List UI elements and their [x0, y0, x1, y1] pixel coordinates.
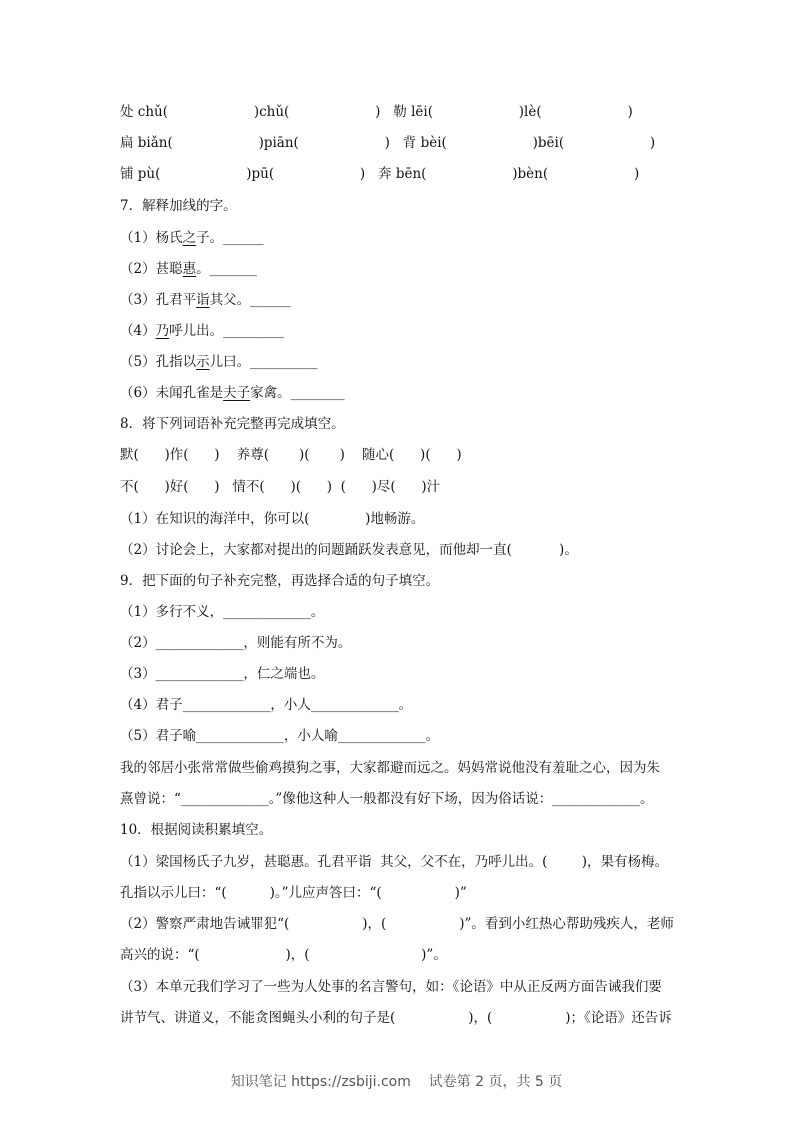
- question-10-heading: 10．根据阅读积累填空。: [120, 822, 273, 838]
- pinyin-row-1: 处 chǔ( )chǔ( ) 勒 lēi( )lè( ): [120, 104, 633, 120]
- q8-words-row-1: 默( )作( ) 养尊( )( ) 随心( )( ): [120, 447, 462, 463]
- q10-item-3-line-2: 讲节气、讲道义，不能贪图蝇头小利的句子是( )，( )；《论语》还告诉: [120, 1010, 672, 1026]
- q10-item-1-line-1: （1）梁国杨氏子九岁，甚聪惠。孔君平诣 其父，父不在，乃呼儿出。( )，果有杨梅。: [120, 854, 669, 870]
- page-footer: 知识笔记 https://zsbiji.com 试卷第 2 页，共 5 页: [230, 1074, 563, 1090]
- q8-words-row-2: 不( )好( ) 情不( )( ) ( )尽( )汁: [120, 479, 441, 495]
- q10-item-2-line-1: （2）警察严肃地告诫罪犯“( )，( )”。看到小红热心帮助残疾人，老师: [120, 916, 674, 932]
- q7-item-5: （5）孔指以示儿曰。__________: [120, 354, 318, 370]
- q7-item-4: （4）乃呼儿出。_________: [120, 323, 284, 339]
- pinyin-row-2: 扁 biǎn( )piān( ) 背 bèi( )bēi( ): [120, 135, 656, 151]
- q10-item-1-line-2: 孔指以示儿曰：“( )。”儿应声答曰：“( )”: [120, 885, 467, 901]
- pinyin-row-3: 铺 pù( )pū( ) 奔 bēn( )bèn( ): [120, 166, 640, 182]
- q9-paragraph-line-2: 熹曾说：“_____________。”像他这种人一般都没有好下场，因为俗话说：_____________。: [120, 791, 654, 807]
- q9-item-4: （4）君子_____________，小人_____________。: [120, 697, 413, 713]
- question-8-heading: 8．将下列词语补充完整再完成填空。: [120, 416, 345, 432]
- q10-item-3-line-1: （3）本单元我们学习了一些为人处事的名言警句，如：《论语》中从正反两方面告诫我们要: [120, 979, 662, 995]
- q7-item-2: （2）甚聪惠。_______: [120, 261, 257, 277]
- q7-item-6: （6）未闻孔雀是夫子家禽。________: [120, 385, 345, 401]
- q9-item-5: （5）君子喻_____________，小人喻_____________。: [120, 728, 440, 744]
- q7-item-1: （1）杨氏之子。______: [120, 230, 264, 246]
- q8-item-2: （2）讨论会上，大家都对提出的问题踊跃发表意见，而他却一直( )。: [120, 542, 578, 558]
- question-9-heading: 9．把下面的句子补充完整，再选择合适的句子填空。: [120, 573, 440, 589]
- q9-paragraph-line-1: 我的邻居小张常常做些偷鸡摸狗之事，大家都避而远之。妈妈常说他没有羞耻之心，因为朱: [120, 760, 660, 776]
- q9-item-3: （3）_____________，仁之端也。: [120, 666, 325, 682]
- q9-item-2: （2）_____________，则能有所不为。: [120, 635, 352, 651]
- q9-item-1: （1）多行不义，_____________。: [120, 604, 325, 620]
- q10-item-2-line-2: 高兴的说：“( )，( )”。: [120, 947, 447, 963]
- question-7-heading: 7．解释加线的字。: [120, 198, 237, 214]
- q7-item-3: （3）孔君平诣其父。______: [120, 292, 291, 308]
- q8-item-1: （1）在知识的海洋中，你可以( )地畅游。: [120, 511, 425, 527]
